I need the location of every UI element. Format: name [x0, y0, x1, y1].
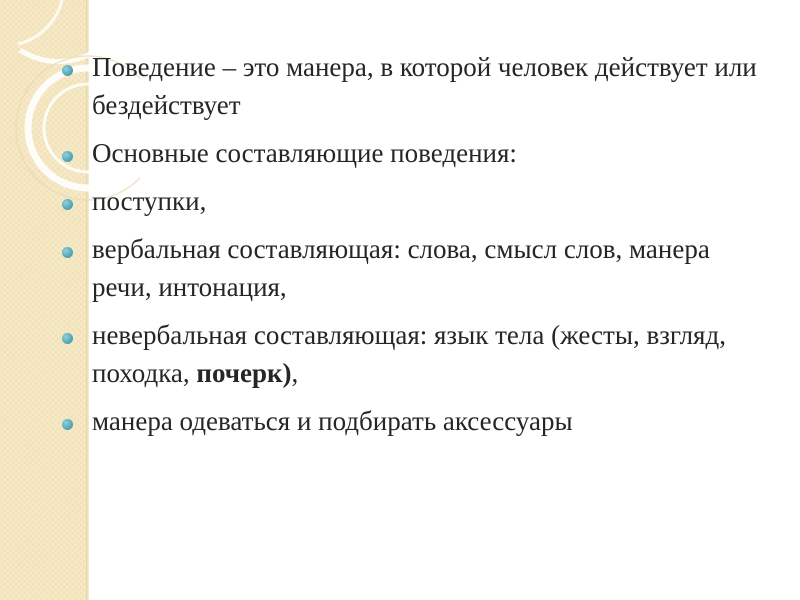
list-item-text-bold: почерк)	[196, 358, 292, 388]
round-bullet-icon	[62, 151, 73, 162]
list-item-text: поступки,	[92, 186, 207, 216]
list-item	[60, 182, 760, 220]
round-bullet-icon	[62, 419, 73, 430]
list-item	[60, 48, 760, 124]
list-item-text: вербальная составляющая: слова, смысл слов, манера речи, интонация,	[92, 234, 710, 302]
round-bullet-icon	[62, 333, 73, 344]
bullet-list	[60, 48, 760, 450]
list-item-text: Поведение – это манера, в которой человек действует или бездействует	[92, 52, 757, 120]
list-item	[60, 402, 760, 440]
list-item-text-before: невербальная составляющая: язык тела (жесты, взгляд, походка,	[92, 320, 726, 388]
list-item-text: Основные составляющие поведения:	[92, 138, 517, 168]
round-bullet-icon	[62, 65, 73, 76]
list-item-text-after: ,	[291, 358, 299, 388]
list-item	[60, 230, 760, 306]
list-item	[60, 134, 760, 172]
list-item-text: манера одеваться и подбирать аксессуары	[92, 406, 573, 436]
list-item	[60, 316, 760, 392]
round-bullet-icon	[62, 199, 73, 210]
round-bullet-icon	[62, 247, 73, 258]
